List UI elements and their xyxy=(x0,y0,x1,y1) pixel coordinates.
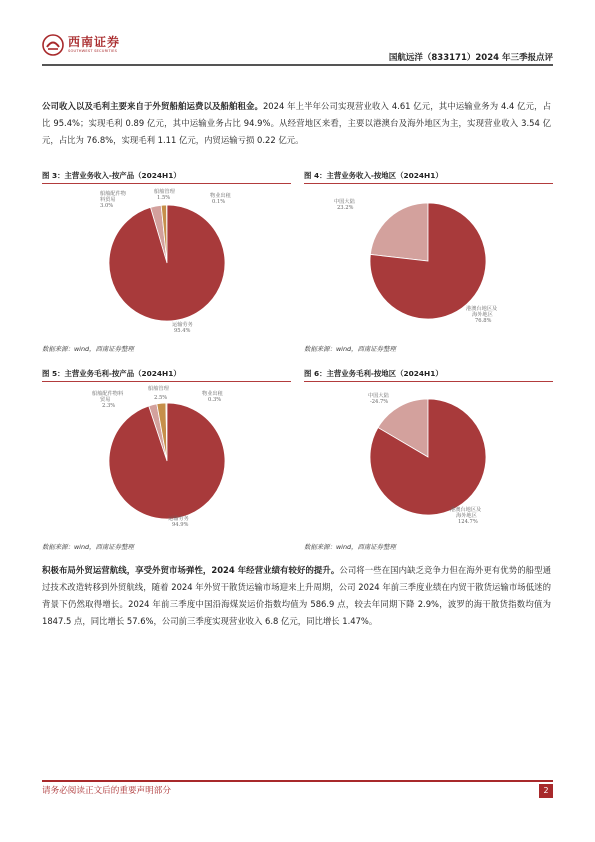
label-ship-parts xyxy=(100,189,126,209)
label-ship-mgmt xyxy=(154,187,176,201)
label5-ship-mgmt xyxy=(148,384,170,401)
label6-hk-overseas xyxy=(450,505,482,525)
figure-6-rule xyxy=(304,381,553,382)
operations-bold: 积极布局外贸运营航线，享受外贸市场弹性，2024 年经营业绩有较好的提升。 xyxy=(42,565,340,575)
label5-ship-mgmt-value: 2.5% xyxy=(154,395,168,401)
operations-paragraph xyxy=(42,562,551,630)
label-ship-mgmt-name: 船舶管理 xyxy=(154,189,175,195)
figure-6-source: 数据来源：wind，西南证券整理 xyxy=(304,543,396,551)
label6-hk-overseas-name-1: 港澳台地区及 xyxy=(450,507,482,513)
figure-3-source: 数据来源：wind，西南证券整理 xyxy=(42,345,134,353)
label-mainland-value: 23.2% xyxy=(337,205,354,211)
figure-5-pie-chart xyxy=(42,383,291,535)
label-ship-parts-name-2: 料贸易 xyxy=(100,197,116,203)
operations-text: 公司将一些在国内缺乏竞争力但在海外更有优势的船型通过技术改造转移到外贸航线，随着 2024 年外贸干散货运输市场迎来上升周期，公司 2024 年前三季度业绩在内贸干散货运输市场低迷的背景下仍然取得增长。2024 年前三季度中国沿海煤炭运价指数均值为 586.9 点，较去年同期下降 2.9%，波罗的海干散货指数均值为 1847.5 点，同比增长 57.6%，公司前三季度实现营业收入 6.8 亿元，同比增长 1.47%。 xyxy=(42,565,551,626)
label-hk-overseas-value: 76.8% xyxy=(475,318,492,324)
label5-ship-parts xyxy=(92,389,124,409)
label-ship-mgmt-value: 1.5% xyxy=(157,195,171,201)
company-logo xyxy=(42,34,120,56)
figure-3-title: 图 3：主营业务收入-按产品（2024H1） xyxy=(42,171,181,180)
label5-property xyxy=(202,389,224,403)
label-ship-parts-name-1: 船舶配件物 xyxy=(100,191,126,197)
figure-4-pie-chart xyxy=(304,185,553,337)
label-mainland xyxy=(334,197,356,211)
pie-slice-4 xyxy=(109,205,225,321)
label-property-value: 0.1% xyxy=(212,199,226,205)
label-hk-overseas xyxy=(466,304,498,324)
label6-hk-overseas-value: 124.7% xyxy=(458,519,478,525)
figure-6-pie-chart xyxy=(304,383,553,535)
label6-mainland xyxy=(368,391,390,405)
label6-mainland-value: -24.7% xyxy=(370,399,389,405)
figure-4-source: 数据来源：wind，西南证券整理 xyxy=(304,345,396,353)
logo-text-cn: 西南证券 xyxy=(68,35,121,49)
label6-mainland-name: 中国大陆 xyxy=(368,393,389,399)
header-divider xyxy=(42,64,553,66)
label-hk-overseas-name-1: 港澳台地区及 xyxy=(466,306,498,312)
logo-text-en: SOUTHWEST SECURITIES xyxy=(68,49,118,53)
page-number: 2 xyxy=(539,784,553,798)
label5-ship-parts-name-1: 船舶配件物料 xyxy=(92,391,124,397)
label-property-name: 物业出租 xyxy=(210,193,231,199)
figure-3-rule xyxy=(42,183,291,184)
intro-text: 2024 年上半年公司实现营业收入 4.61 亿元，其中运输业务为 4.4 亿元，占比 95.4%；实现毛利 0.89 亿元，其中运输业务占比 94.9%。从经营地区来看，主要以港澳台及海外地区为主，实现营业收入 3.54 亿元，占比为 76.8%，实现毛利 1.11 亿元，内贸运输亏损 0.22 亿元。 xyxy=(42,101,552,145)
report-title: 国航远洋（833171）2024 年三季报点评 xyxy=(388,53,553,63)
label-ship-parts-value: 3.0% xyxy=(100,203,114,209)
label-transport xyxy=(172,320,194,334)
label5-transport xyxy=(168,514,190,528)
label5-property-value: 0.3% xyxy=(208,397,222,403)
label5-ship-parts-value: 2.3% xyxy=(102,403,116,409)
label-mainland-name: 中国大陆 xyxy=(334,199,355,205)
footer-disclaimer: 请务必阅读正文后的重要声明部分 xyxy=(42,786,171,796)
figure-5-title: 图 5：主营业务毛利-按产品（2024H1） xyxy=(42,369,181,378)
label5-ship-mgmt-name: 船舶管理 xyxy=(148,386,169,392)
figure-6-title: 图 6：主营业务毛利-按地区（2024H1） xyxy=(304,369,443,378)
figure-4-title: 图 4：主营业务收入-按地区（2024H1） xyxy=(304,171,443,180)
pie-slice-4 xyxy=(109,403,225,519)
southwest-securities-logo-icon xyxy=(42,34,64,56)
label-transport-name: 运输劳务 xyxy=(172,322,193,328)
label-transport-value: 95.4% xyxy=(174,328,191,334)
label5-ship-parts-name-2: 贸易 xyxy=(100,397,111,403)
label5-property-name: 物业出租 xyxy=(202,391,223,397)
pie-slice-1 xyxy=(370,203,428,261)
figure-4-rule xyxy=(304,183,553,184)
intro-bold: 公司收入以及毛利主要来自于外贸船舶运费以及船舶租金。 xyxy=(42,101,263,111)
intro-paragraph xyxy=(42,98,551,149)
label-hk-overseas-name-2: 海外地区 xyxy=(472,312,493,318)
label5-transport-value: 94.9% xyxy=(172,522,189,528)
label-property xyxy=(210,191,232,205)
label5-transport-name: 运输劳务 xyxy=(168,516,189,522)
figure-5-source: 数据来源：wind，西南证券整理 xyxy=(42,543,134,551)
figure-5-rule xyxy=(42,381,291,382)
label6-hk-overseas-name-2: 海外地区 xyxy=(456,513,477,519)
footer-divider xyxy=(42,780,553,782)
figure-3-pie-chart xyxy=(42,185,291,337)
